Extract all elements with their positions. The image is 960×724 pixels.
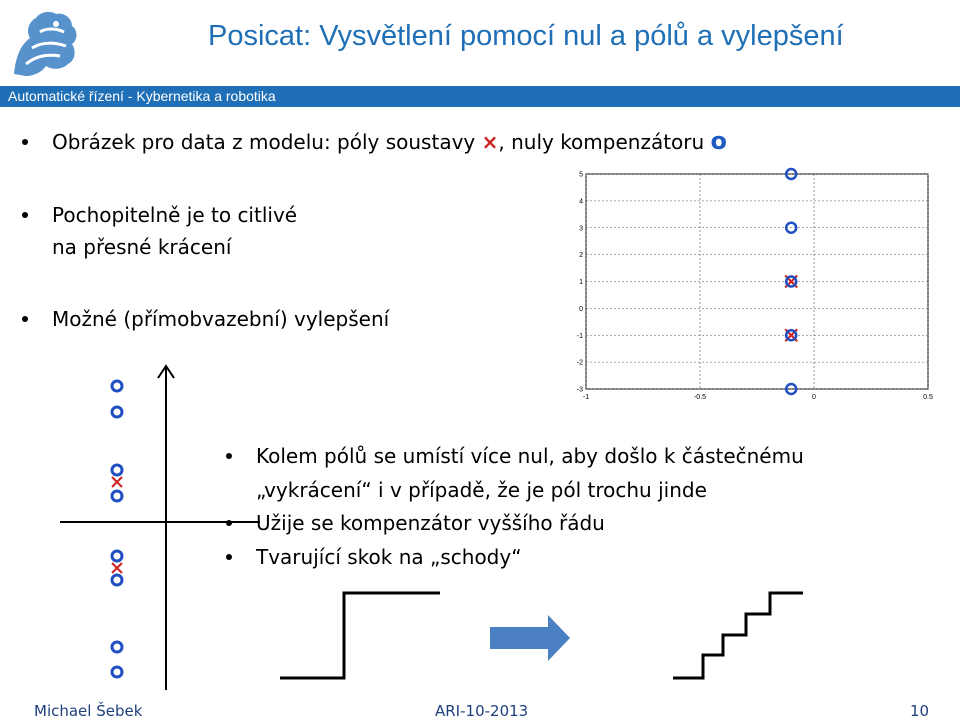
bullet-1-middle: , nuly kompenzátoru — [498, 130, 711, 154]
page-number: 10 — [910, 702, 930, 720]
course-subtitle: Automatické řízení - Kybernetika a robotika — [8, 88, 276, 104]
bullet-6: Tvarující skok na „schody“ — [256, 545, 522, 569]
bullet-2-line-1: Pochopitelně je to citlivé — [52, 203, 298, 227]
y-tick-label: 1 — [579, 279, 583, 286]
staircase-signal — [673, 593, 803, 678]
pole-zero-plot — [570, 166, 940, 406]
page-title: Posicat: Vysvětlení pomocí nul a pólů a vylepšení — [208, 20, 844, 52]
zero-marker — [112, 575, 122, 585]
step-illustration — [280, 585, 820, 685]
bullet-4-line-2: „vykrácení“ i v případě, že je pól trochu jinde — [256, 478, 707, 502]
x-tick-label: -0.5 — [693, 394, 707, 401]
y-tick-label: -1 — [576, 332, 583, 340]
right-arrow-icon — [490, 615, 570, 661]
zero-marker — [112, 491, 122, 501]
y-tick-label: 4 — [579, 198, 583, 206]
bullet-5: Užije se kompenzátor vyššího řádu — [256, 511, 605, 535]
bullet-2-line-2: na přesné krácení — [52, 235, 232, 259]
y-tick-label: 3 — [579, 225, 583, 233]
pole-symbol: × — [481, 130, 499, 154]
footer-code: ARI-10-2013 — [435, 702, 529, 720]
x-tick-label: -1 — [582, 394, 590, 401]
bullet-4-line-1: Kolem pólů se umístí více nul, aby došlo k částečnému — [256, 444, 804, 468]
plot-grid — [586, 174, 928, 389]
plot-points — [785, 169, 797, 394]
plot-frame — [586, 174, 928, 389]
bullet-1 — [52, 128, 727, 155]
bullet-1-prefix: Obrázek pro data z modelu: póly soustavy — [52, 130, 482, 154]
y-tick-label: -3 — [576, 386, 583, 394]
bullet-dot — [226, 453, 232, 459]
bullet-3: Možné (přímobvazební) vylepšení — [52, 307, 390, 331]
zero-marker — [112, 407, 122, 417]
y-tick-label: 5 — [579, 171, 583, 179]
zero-marker — [112, 551, 122, 561]
university-logo — [6, 4, 86, 84]
bullet-dot — [226, 554, 232, 560]
zero-marker — [112, 642, 122, 652]
single-step-signal — [280, 593, 440, 678]
zero-marker — [112, 465, 122, 475]
zero-marker — [112, 667, 122, 677]
y-tick-label: 0 — [579, 305, 583, 313]
footer-author: Michael Šebek — [34, 702, 143, 720]
bullet-dot — [22, 316, 28, 322]
y-tick-label: -2 — [576, 359, 583, 367]
x-tick-label: 0.5 — [923, 394, 933, 401]
zero-symbol: o — [710, 127, 728, 155]
bullet-dot — [226, 520, 232, 526]
compensator-zeros — [112, 381, 122, 677]
bullet-dot — [22, 139, 28, 145]
plot-ticks — [577, 172, 933, 402]
zero-marker — [112, 381, 122, 391]
bullet-dot — [22, 212, 28, 218]
x-tick-label: 0 — [812, 394, 816, 401]
y-tick-label: 2 — [579, 252, 583, 260]
